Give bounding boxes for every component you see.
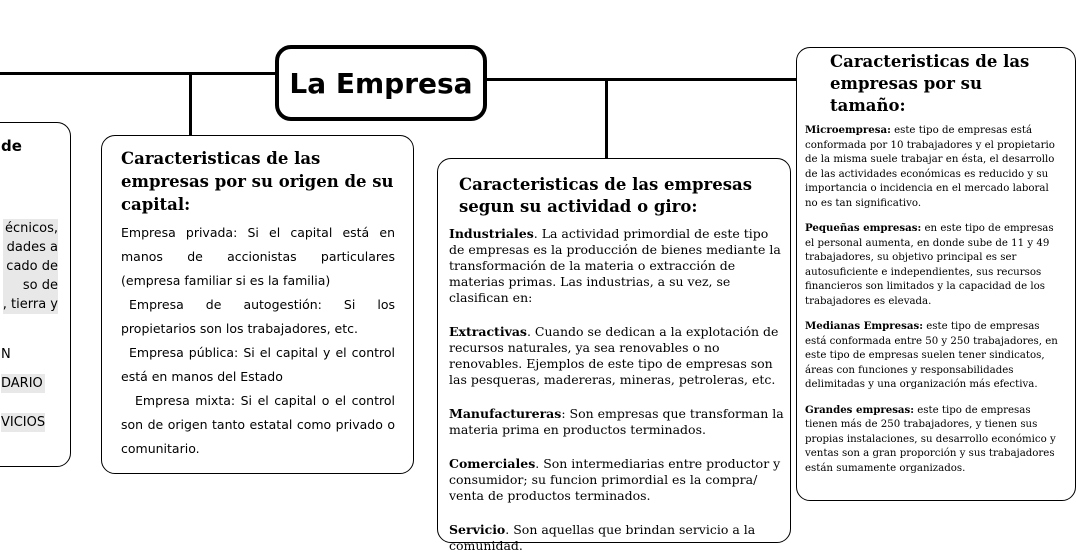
left-box-line: so de (3, 276, 58, 295)
activity-heading: Caracteristicas de las empresas segun su actividad o giro: (459, 175, 753, 216)
left-box-line: écnicos, (3, 219, 58, 238)
size-item (805, 123, 1061, 211)
left-box-line: DARIO (1, 374, 45, 393)
capital-item: Empresa mixta: Si el capital o el control son de origen tanto estatal como privado o comunitario. (121, 393, 395, 456)
activity-item (449, 226, 786, 306)
size-box (796, 47, 1076, 501)
capital-origin-box (101, 135, 414, 474)
activity-term: Industriales (449, 226, 534, 241)
capital-origin-heading: Caracteristicas de las empresas por su origen de su capital: (121, 149, 394, 214)
size-term: Microempresa: (805, 124, 891, 136)
activity-text: : Son empresas que transforman la materia prima en productos terminados. (449, 406, 784, 437)
left-box-line: cado de (3, 257, 58, 276)
connector-right-horizontal (486, 78, 798, 81)
activity-term: Manufactureras (449, 406, 562, 421)
left-box-line: , tierra y (2, 297, 58, 312)
left-partial-box (0, 122, 71, 467)
left-box-line: VICIOS (1, 415, 46, 430)
activity-text: . Cuando se dedican a la explotación de recursos naturales, ya sea renovables o no renovables. Ejemplos de este tipo de empresas son las pesqueras, madereras, mineras, petroleras, etc. (449, 324, 779, 387)
activity-term: Servicio (449, 522, 506, 537)
page-title: La Empresa (289, 66, 473, 100)
left-box-heading: de (1, 137, 22, 155)
size-text: este tipo de empresas está conformada entre 50 y 250 trabajadores, en este tipo de empresas suelen tener sindicatos, áreas con funciones y responsabilidades delimitadas y una organización más efectiva. (805, 321, 1058, 390)
size-item (805, 221, 1061, 309)
connector-middle-vertical (605, 78, 608, 160)
size-term: Grandes empresas: (805, 403, 915, 416)
activity-item (449, 456, 786, 504)
connector-left-vertical (189, 72, 192, 136)
size-term: Medianas Empresas: (805, 320, 923, 332)
activity-item (449, 324, 786, 388)
connector-left-horizontal (0, 72, 276, 75)
capital-item: Empresa de autogestión: Si los propietarios son los trabajadores, etc. (121, 297, 395, 336)
activity-term: Extractivas (449, 324, 527, 339)
size-text: este tipo de empresas está conformada por 10 trabajadores y el propietario de la misma suele trabajar en ésta, el desarrollo de las actividades económicas es reducido y su importancia o incidencia en el mercado laboral no es tan significativo. (805, 125, 1055, 209)
activity-text: . La actividad primordial de este tipo de empresas es la producción de bienes mediante la transformación de la materia o extracción de materias primas. Las industrias, a su vez, se clasifican en: (449, 226, 781, 305)
left-box-line: N (1, 347, 11, 362)
capital-item: Empresa privada: Si el capital está en manos de accionistas particulares (empresa familiar si es la familia) (121, 225, 395, 288)
activity-text: . Son intermediarias entre productor y consumidor; su funcion primordial es la compra/ venta de productos terminados. (449, 456, 781, 503)
size-item (805, 403, 1061, 477)
activity-box (437, 158, 791, 553)
activity-item (449, 522, 786, 554)
activity-text: . Son aquellas que brindan servicio a la comunidad. (449, 522, 756, 553)
size-term: Pequeñas empresas: (805, 222, 922, 234)
capital-item: Empresa pública: Si el capital y el control está en manos del Estado (121, 345, 395, 384)
activity-term: Comerciales (449, 456, 536, 471)
size-item (805, 319, 1061, 393)
size-heading: Caracteristicas de las empresas por su tamaño: (830, 52, 1030, 115)
left-box-line: dades a (3, 238, 58, 257)
activity-item (449, 406, 786, 438)
size-text: este tipo de empresas tienen más de 250 trabajadores, y tienen sus propias instalaciones, su desarrollo económico y ventas son a gran proporción y sus trabajadores están sumamente organizados. (805, 404, 1056, 474)
size-text: en este tipo de empresas el personal aumenta, en donde sube de 11 y 49 trabajadores, su objetivo principal es ser autosuficiente e independientes, sus recursos financieros son limitados y la capacidad de los trabajadores es elevada. (805, 223, 1054, 307)
central-title-node (275, 45, 487, 121)
